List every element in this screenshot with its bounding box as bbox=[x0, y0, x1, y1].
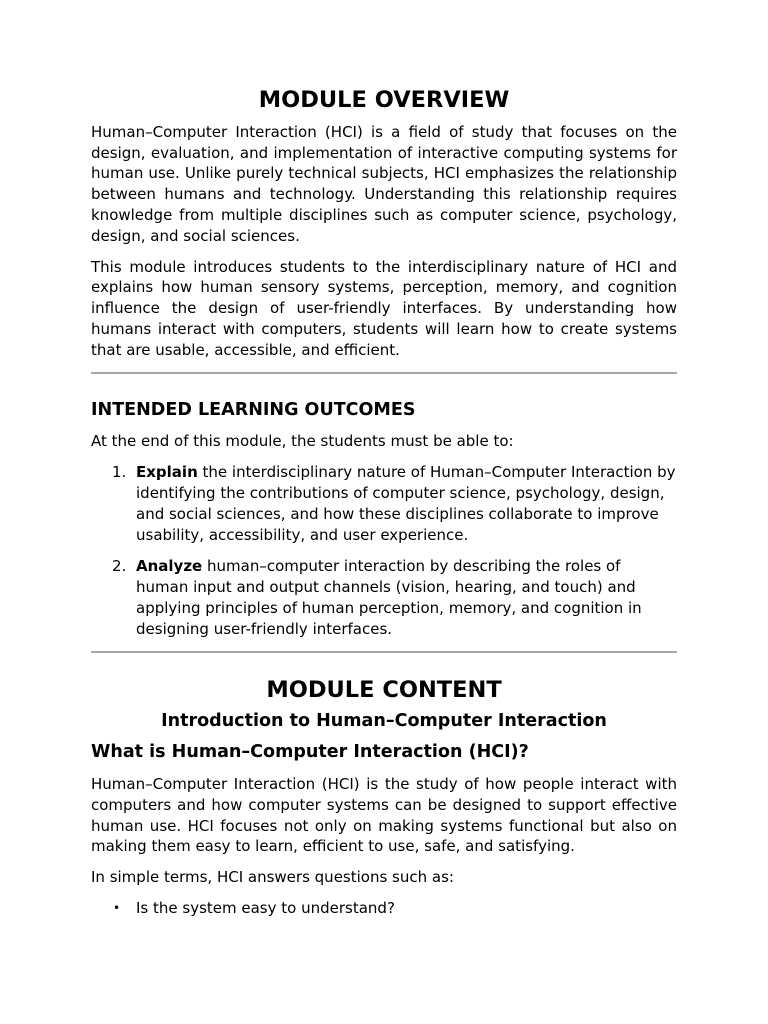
module-content-heading: MODULE CONTENT bbox=[266, 676, 502, 703]
document-page bbox=[91, 87, 677, 919]
outcome-verb: Analyze bbox=[136, 557, 203, 576]
section-title: What is Human–Computer Interaction (HCI)? bbox=[91, 742, 529, 763]
list-item bbox=[91, 462, 677, 545]
learning-outcomes-intro: At the end of this module, the students must be able to: bbox=[91, 432, 514, 451]
list-item-number: 1. bbox=[112, 463, 127, 482]
learning-outcomes-list bbox=[91, 462, 677, 639]
overview-paragraph-1: Human–Computer Interaction (HCI) is a field of study that focuses on the design, evaluation, and implementation of interactive computing systems for human use. Unlike purely technical subjects, HCI emphasizes the relationship between humans and technology. Understanding this relationship requires knowledge from multiple disciplines such as computer science, psychology, design, and social sciences. bbox=[91, 122, 677, 245]
content-paragraph-1: Human–Computer Interaction (HCI) is the study of how people interact with computers and how computer systems can be designed to support effective human use. HCI focuses not only on making systems functional but also on making them easy to learn, efficient to use, safe, and satisfying. bbox=[91, 774, 677, 856]
list-item-number: 2. bbox=[112, 557, 127, 576]
overview-paragraph-2: This module introduces students to the interdisciplinary nature of HCI and explains how human sensory systems, perception, memory, and cognition influence the design of user-friendly interfaces. By understanding how humans interact with computers, students will learn how to create systems that are usable, accessible, and efficient. bbox=[91, 257, 677, 359]
outcome-text: the interdisciplinary nature of Human–Computer Interaction by identifying the contributions of computer science, psychology, design, and social sciences, and how these disciplines collaborate to improve usability, accessibility, and user experience. bbox=[136, 463, 676, 544]
bullet-text: Is the system easy to understand? bbox=[136, 898, 395, 917]
content-paragraph-2: In simple terms, HCI answers questions such as: bbox=[91, 868, 454, 887]
outcome-text: human–computer interaction by describing the roles of human input and output channels (vision, hearing, and touch) and applying principles of human perception, memory, and cognition in designing user-friendly interfaces. bbox=[136, 557, 642, 638]
questions-list bbox=[91, 898, 677, 919]
module-content-subheading: Introduction to Human–Computer Interaction bbox=[161, 711, 607, 732]
bullet-marker: • bbox=[113, 900, 121, 915]
outcome-verb: Explain bbox=[136, 463, 198, 482]
list-item bbox=[91, 556, 677, 639]
learning-outcomes-heading: INTENDED LEARNING OUTCOMES bbox=[91, 399, 416, 420]
list-item bbox=[91, 898, 677, 919]
module-overview-heading: MODULE OVERVIEW bbox=[258, 87, 510, 113]
